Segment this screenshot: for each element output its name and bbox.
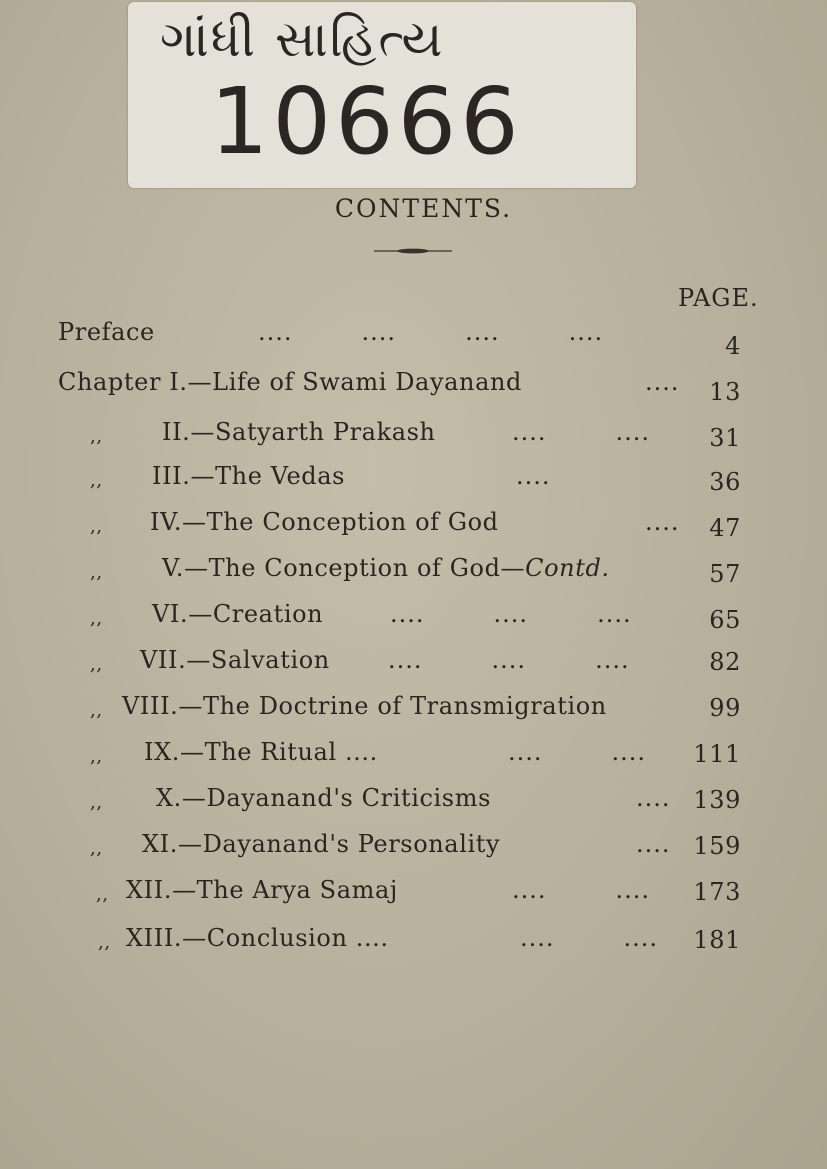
ditto-mark: ,, bbox=[90, 654, 103, 675]
toc-entry-title-italic: Contd. bbox=[525, 554, 610, 582]
toc-entry-title: X.—Dayanand's Criticisms bbox=[156, 784, 492, 812]
ditto-mark: ,, bbox=[90, 426, 103, 447]
toc-entry-leader: .... .... .... bbox=[388, 646, 630, 674]
toc-entry-title: VIII.—The Doctrine of Transmigration bbox=[122, 692, 607, 720]
toc-entry-page: 181 bbox=[693, 926, 741, 954]
toc-entry-title: II.—Satyarth Prakash bbox=[162, 418, 436, 446]
ditto-mark: ,, bbox=[90, 838, 103, 859]
toc-entry[interactable] bbox=[0, 924, 827, 964]
toc-entry-leader: .... bbox=[516, 462, 551, 490]
ditto-mark: ,, bbox=[90, 792, 103, 813]
toc-entry-leader: .... bbox=[645, 508, 680, 536]
toc-entry-page: 99 bbox=[709, 694, 741, 722]
label-accession-number: 10666 bbox=[210, 68, 523, 175]
toc-entry-page: 82 bbox=[709, 648, 741, 676]
toc-entry-page: 111 bbox=[693, 740, 741, 768]
toc-entry-title-text: V.—The Conception of God— bbox=[162, 554, 526, 582]
toc-entry-page: 139 bbox=[693, 786, 741, 814]
toc-entry-leader: .... .... bbox=[520, 924, 659, 952]
toc-entry-title: VI.—Creation bbox=[152, 600, 324, 628]
toc-entry-title: IX.—The Ritual .... bbox=[144, 738, 378, 766]
toc-entry-page: 4 bbox=[725, 332, 741, 360]
toc-entry-leader: .... .... bbox=[512, 876, 651, 904]
toc-entry-title: III.—The Vedas bbox=[152, 462, 346, 490]
ditto-mark: ,, bbox=[90, 746, 103, 767]
toc-entry-title: XIII.—Conclusion .... bbox=[126, 924, 389, 952]
toc-entry[interactable] bbox=[0, 600, 827, 640]
ditto-mark: ,, bbox=[98, 932, 111, 953]
label-script-text: ગાંધી સાહિત્ય bbox=[160, 10, 445, 68]
toc-entry[interactable] bbox=[0, 646, 827, 686]
toc-entry-title: Preface bbox=[58, 318, 155, 346]
page-column-heading: PAGE. bbox=[678, 284, 759, 312]
toc-entry-page: 36 bbox=[709, 468, 741, 496]
toc-entry[interactable] bbox=[0, 830, 827, 870]
toc-entry-leader: .... .... bbox=[512, 418, 651, 446]
toc-entry-page: 13 bbox=[709, 378, 741, 406]
toc-entry-title: XI.—Dayanand's Personality bbox=[142, 830, 501, 858]
toc-entry[interactable] bbox=[0, 554, 827, 594]
ditto-mark: ,, bbox=[90, 470, 103, 491]
toc-entry-page: 173 bbox=[693, 878, 741, 906]
toc-entry-page: 65 bbox=[709, 606, 741, 634]
toc-entry-title bbox=[162, 554, 610, 582]
toc-entry[interactable] bbox=[0, 318, 827, 358]
toc-entry[interactable] bbox=[0, 462, 827, 502]
toc-entry[interactable] bbox=[0, 784, 827, 824]
ornament-divider-icon bbox=[374, 248, 452, 254]
toc-entry-page: 159 bbox=[693, 832, 741, 860]
contents-title: CONTENTS. bbox=[334, 194, 513, 223]
toc-entry-leader: .... bbox=[645, 368, 680, 396]
toc-entry-leader: .... .... bbox=[508, 738, 647, 766]
toc-entry[interactable] bbox=[0, 692, 827, 732]
toc-entry-leader: .... .... .... bbox=[390, 600, 632, 628]
toc-entry-leader: .... .... .... .... bbox=[258, 318, 604, 346]
toc-entry[interactable] bbox=[0, 876, 827, 916]
toc-entry-leader: .... bbox=[636, 830, 671, 858]
ditto-mark: ,, bbox=[90, 562, 103, 583]
ditto-mark: ,, bbox=[96, 884, 109, 905]
toc-entry-leader: .... bbox=[636, 784, 671, 812]
toc-entry[interactable] bbox=[0, 738, 827, 778]
toc-entry-title: VII.—Salvation bbox=[140, 646, 330, 674]
toc-entry[interactable] bbox=[0, 508, 827, 548]
toc-entry-title: XII.—The Arya Samaj bbox=[126, 876, 398, 904]
toc-entry-page: 47 bbox=[709, 514, 741, 542]
toc-entry-page: 57 bbox=[709, 560, 741, 588]
library-label bbox=[128, 2, 636, 188]
toc-entry-page: 31 bbox=[709, 424, 741, 452]
ditto-mark: ,, bbox=[90, 700, 103, 721]
ditto-mark: ,, bbox=[90, 608, 103, 629]
toc-entry-title: Chapter I.—Life of Swami Dayanand bbox=[58, 368, 522, 396]
toc-entry[interactable] bbox=[0, 418, 827, 458]
toc-entry[interactable] bbox=[0, 368, 827, 408]
toc-entry-title: IV.—The Conception of God bbox=[150, 508, 499, 536]
ditto-mark: ,, bbox=[90, 516, 103, 537]
